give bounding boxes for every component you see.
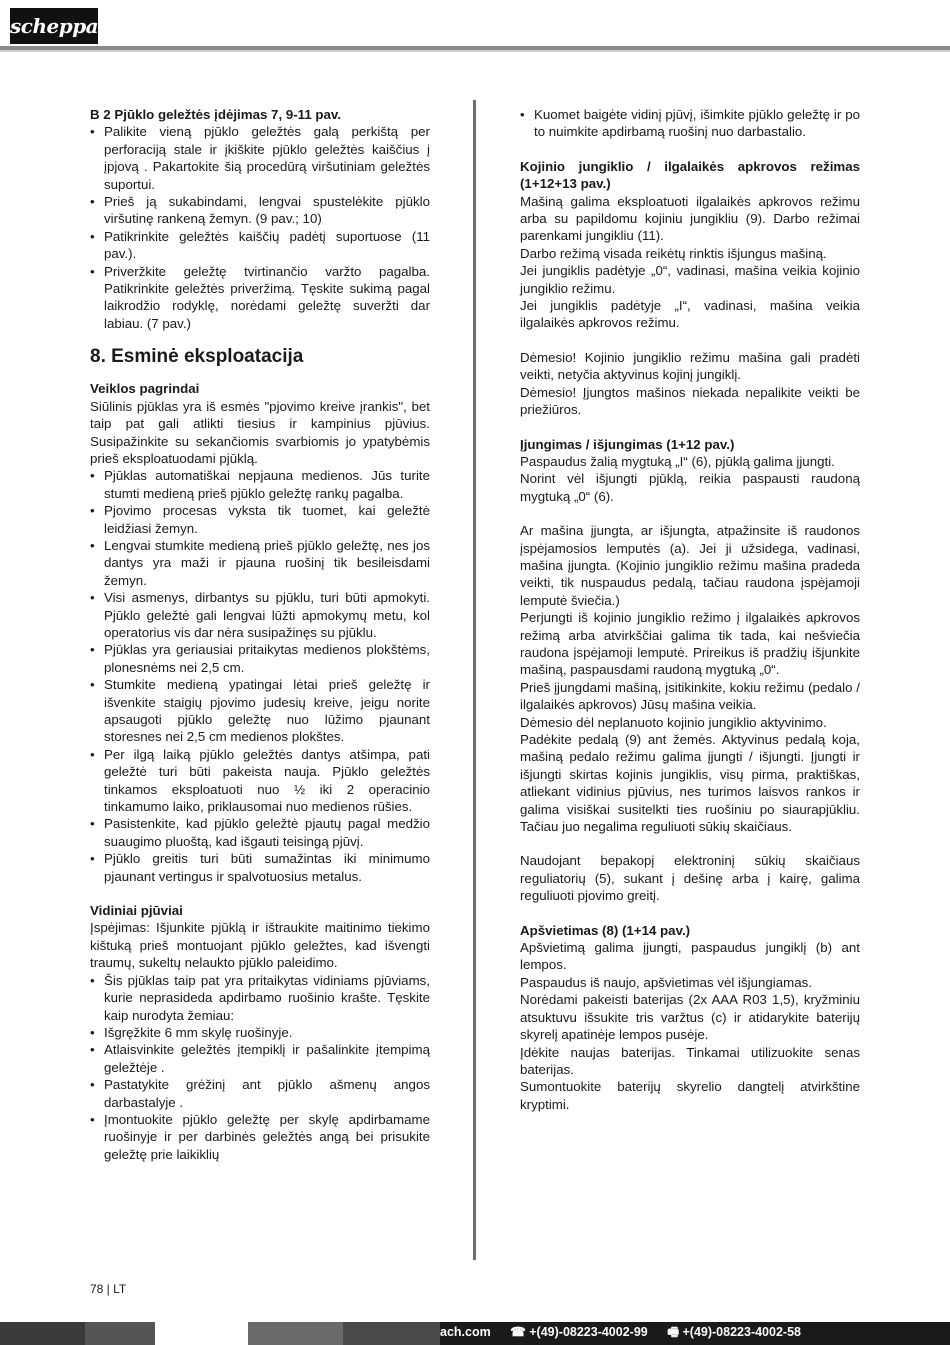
list-item: • Pjovimo procesas vyksta tik tuomet, kai geležtė leidžiasi žemyn. bbox=[90, 502, 430, 537]
list-item: • Stumkite medieną ypatingai lėtai prieš geležtę ir išvenkite staigių pjovimo judesių kreive, jeigu norite apsaugoti pjūklo geležtę nuo lūžimo pjaunant storesnes nei 2,5 cm medienos plokštes. bbox=[90, 676, 430, 746]
warning-paragraph: Dėmesio! Įjungtos mašinos niekada nepalikite veikti be priežiūros. bbox=[520, 384, 860, 418]
section-b-list bbox=[90, 123, 430, 332]
mode-paragraph: Jei jungiklis padėtyje „0“, vadinasi, mašina veikia kojinio jungiklio režimu. bbox=[520, 263, 860, 296]
column-divider bbox=[473, 100, 476, 1260]
light-paragraph: Paspaudus iš naujo, apšvietimas vėl išjungiamas. bbox=[520, 974, 812, 990]
light-paragraph: Norėdami pakeisti baterijas (2x AAA R03 1,5), kryžminiu atsuktuvu išsukite tris varžtus (c) ir atidarykite baterijų skyrelį apatinėje lempos pusėje. bbox=[520, 992, 860, 1043]
list-item: • Atlaisvinkite geležtės įtempiklį ir pašalinkite įtempimą geležtėje . bbox=[90, 1041, 430, 1076]
list-item: • Lengvai stumkite medieną prieš pjūklo geležtę, nes jos dantys yra maži ir pjauna ruošinį tik besileisdami žemyn. bbox=[90, 537, 430, 589]
list-item: • Šis pjūklas taip pat yra pritaikytas vidiniams pjūviams, kurie neprasideda apdirbamo ruošinio krašte. Tęskite kaip nurodyta žemiau: bbox=[90, 972, 430, 1024]
brand-logo: scheppach bbox=[10, 8, 98, 44]
list-item: • Kuomet baigėte vidinį pjūvį, išimkite pjūklo geležtę ir po to nuimkite apdirbamą ruošinį nuo darbastalio. bbox=[520, 106, 860, 141]
basics-title: Veiklos pagrindai bbox=[90, 381, 200, 397]
chapter-title: 8. Esminė eksploatacija bbox=[90, 346, 304, 368]
onoff-paragraph: Paspaudus žalią mygtuką „I“ (6), pjūklą galima įjungti. bbox=[520, 453, 835, 469]
basics-intro: Siūlinis pjūklas yra iš esmės "pjovimo kreive įrankis", bet taip pat gali atlikti tiesius ir kampinius pjūvius. Susipažinkite su sekančiomis svarbiomis jo ypatybėmis prieš eksploatuodami pjūklą. bbox=[90, 398, 430, 466]
list-item: • Visi asmenys, dirbantys su pjūklu, turi būti apmokyti. Pjūklo geležtė gali lengvai lūžti apmokymų metu, kol operatorius vis dar nėra susipažinęs su pjūklu. bbox=[90, 589, 430, 641]
left-column bbox=[90, 106, 430, 1163]
onoff-title: Įjungimas / išjungimas (1+12 pav.) bbox=[520, 436, 735, 452]
list-item: • Patikrinkite geležtės kaiščių padėtį suportuose (11 pav.). bbox=[90, 228, 430, 263]
onoff-paragraph: Perjungti iš kojinio jungiklio režimo į ilgalaikės apkrovos režimą arba atvirkščiai galima tik tada, kai nešviečia raudona įspėjamoji lemputė. Prireikus iš pradžių išjunkite mašiną, paspausdami raudoną mygtuką „0“. bbox=[520, 610, 860, 678]
right-column bbox=[520, 106, 860, 1113]
mode-title: Kojinio jungiklio / ilgalaikės apkrovos režimas (1+12+13 pav.) bbox=[520, 158, 860, 192]
warning-paragraph: Dėmesio! Kojinio jungiklio režimu mašina gali pradėti veikti, netyčia aktyvinus kojinį jungiklį. bbox=[520, 349, 860, 383]
footer-fax: 🖷 +(49)-08223-4002-58 bbox=[667, 1325, 801, 1339]
inner-cuts-list-continued bbox=[520, 106, 860, 141]
page-number: 78 | LT bbox=[90, 1282, 127, 1296]
inner-cuts-intro: Įspėjimas: Išjunkite pjūklą ir ištraukite maitinimo tiekimo kištuką prieš montuojant pjūklo geležtes, kad išvengti traumų, sukeltų nelaukto pjūklo paleidimo. bbox=[90, 920, 430, 971]
onoff-paragraph: Padėkite pedalą (9) ant žemės. Aktyvinus pedalą koja, mašiną pedalo režimu galima įjungti / išjungti. Įjungti ir išjungti skirtas kojinis jungiklis, visų pirma, praktiškas, atliekant vidinius pjūvius, nes turimos laisvos rankos ir galima visiškai susitelkti ties ruošiniu po siaurapjūkliu. Tačiau juo negalima reguliuoti sūkių skaičiaus. bbox=[520, 732, 860, 835]
light-paragraph: Apšvietimą galima įjungti, paspaudus jungiklį (b) ant lempos. bbox=[520, 940, 860, 973]
light-paragraph: Įdėkite naujas baterijas. Tinkamai utilizuokite senas baterijas. bbox=[520, 1044, 860, 1077]
list-item: • Pjūklas automatiškai nepjauna medienos. Jūs turite stumti medieną prieš pjūklo geležtę rankų pagalba. bbox=[90, 467, 430, 502]
light-paragraph: Sumontuokite baterijų skyrelio dangtelį atvirkštine kryptimi. bbox=[520, 1079, 860, 1112]
footer-contacts bbox=[440, 1322, 817, 1345]
list-item: • Pasistenkite, kad pjūklo geležtė pjautų pagal medžio suaugimo pluoštą, kad išgauti teisingą pjūvį. bbox=[90, 815, 430, 850]
inner-cuts-list bbox=[90, 972, 430, 1163]
list-item: • Pastatykite grėžinį ant pjūklo ašmenų angos darbastalyje . bbox=[90, 1076, 430, 1111]
onoff-paragraph: Ar mašina įjungta, ar išjungta, atpažinsite iš raudonos įspėjamosios lemputės (a). Jei ji užsidega, vadinasi, mašina įjungta. (Kojinio jungiklio režimu mašina pradeda veikti, tik nuspaudus pedalą, tačiau raudona įspėjamoji lemputė šviečia.) bbox=[520, 523, 860, 608]
onoff-paragraph: Dėmesio dėl neplanuoto kojinio jungiklio aktyvinimo. bbox=[520, 714, 827, 730]
list-item: • Prieš ją sukabindami, lengvai spustelėkite pjūklo viršutinę rankeną žemyn. (9 pav.; 10) bbox=[90, 193, 430, 228]
list-item: • Įmontuokite pjūklo geležtę per skylę apdirbamame ruošinyje ir per darbinės geležtės angą bei prisukite geležtę prie laikiklių bbox=[90, 1111, 430, 1163]
page-header bbox=[0, 0, 950, 50]
section-b-title: B 2 Pjūklo geležtės įdėjimas 7, 9-11 pav. bbox=[90, 107, 342, 122]
list-item: • Pjūklas yra geriausiai pritaikytas medienos plokštėms, plonesnėms nei 2,5 cm. bbox=[90, 641, 430, 676]
speed-paragraph: Naudojant bepakopį elektroninį sūkių skaičiaus reguliatorių (5), sukant į dešinę arba į kairę, galima reguliuoti pjovimo greitį. bbox=[520, 853, 860, 904]
mode-paragraph: Mašiną galima eksploatuoti ilgalaikės apkrovos režimu arba su papildomu kojiniu jungikliu (9). Darbo režimai parenkami jungikliu (11). bbox=[520, 193, 860, 244]
list-item: • Palikite vieną pjūklo geležtės galą perkištą per perforaciją stale ir įkiškite pjūklo geležtės kaiščius į įpjovą . Pakartokite šią procedūrą viršutiniam geležtės suportui. bbox=[90, 123, 430, 193]
footer-phone: ☎ +(49)-08223-4002-99 bbox=[510, 1325, 648, 1339]
mode-paragraph: Jei jungiklis padėtyje „I“, vadinasi, mašina veikia ilgalaikės apkrovos režimu. bbox=[520, 298, 860, 331]
mode-paragraph: Darbo režimą visada reikėtų rinktis išjungus mašiną. bbox=[520, 245, 827, 261]
onoff-paragraph: Prieš įjungdami mašiną, įsitikinkite, kokiu režimu (pedalo / ilgalaikės apkrovos) Jūsų mašina veikia. bbox=[520, 679, 860, 713]
basics-list bbox=[90, 467, 430, 885]
header-rule-shadow bbox=[0, 50, 950, 52]
onoff-paragraph: Norint vėl išjungti pjūklą, reikia paspausti raudoną mygtuką „0“ (6). bbox=[520, 471, 860, 504]
light-title: Apšvietimas (8) (1+14 pav.) bbox=[520, 922, 691, 938]
list-item: • Pjūklo greitis turi būti sumažintas iki minimumo pjaunant vertingus ir spalvotuosius metalus. bbox=[90, 850, 430, 885]
list-item: • Išgręžkite 6 mm skylę ruošinyje. bbox=[90, 1024, 430, 1041]
footer-web[interactable]: ach.com bbox=[440, 1325, 491, 1339]
list-item: • Per ilgą laiką pjūklo geležtės dantys atšimpa, pati geležtė turi būti pakeista nauja. Pjūklo geležtės tinkamos eksploatuoti nuo ½ iki 2 operacinio tinkamumo laiko, priklausomai nuo medienos rūšies. bbox=[90, 746, 430, 816]
inner-cuts-title: Vidiniai pjūviai bbox=[90, 903, 183, 919]
list-item: • Priveržkite geležtę tvirtinančio varžto pagalba. Patikrinkite geležtės priveržimą. Tęskite sukimą pagal laikrodžio rodyklę, norėdami geležtę suveržti dar labiau. (7 pav.) bbox=[90, 263, 430, 333]
